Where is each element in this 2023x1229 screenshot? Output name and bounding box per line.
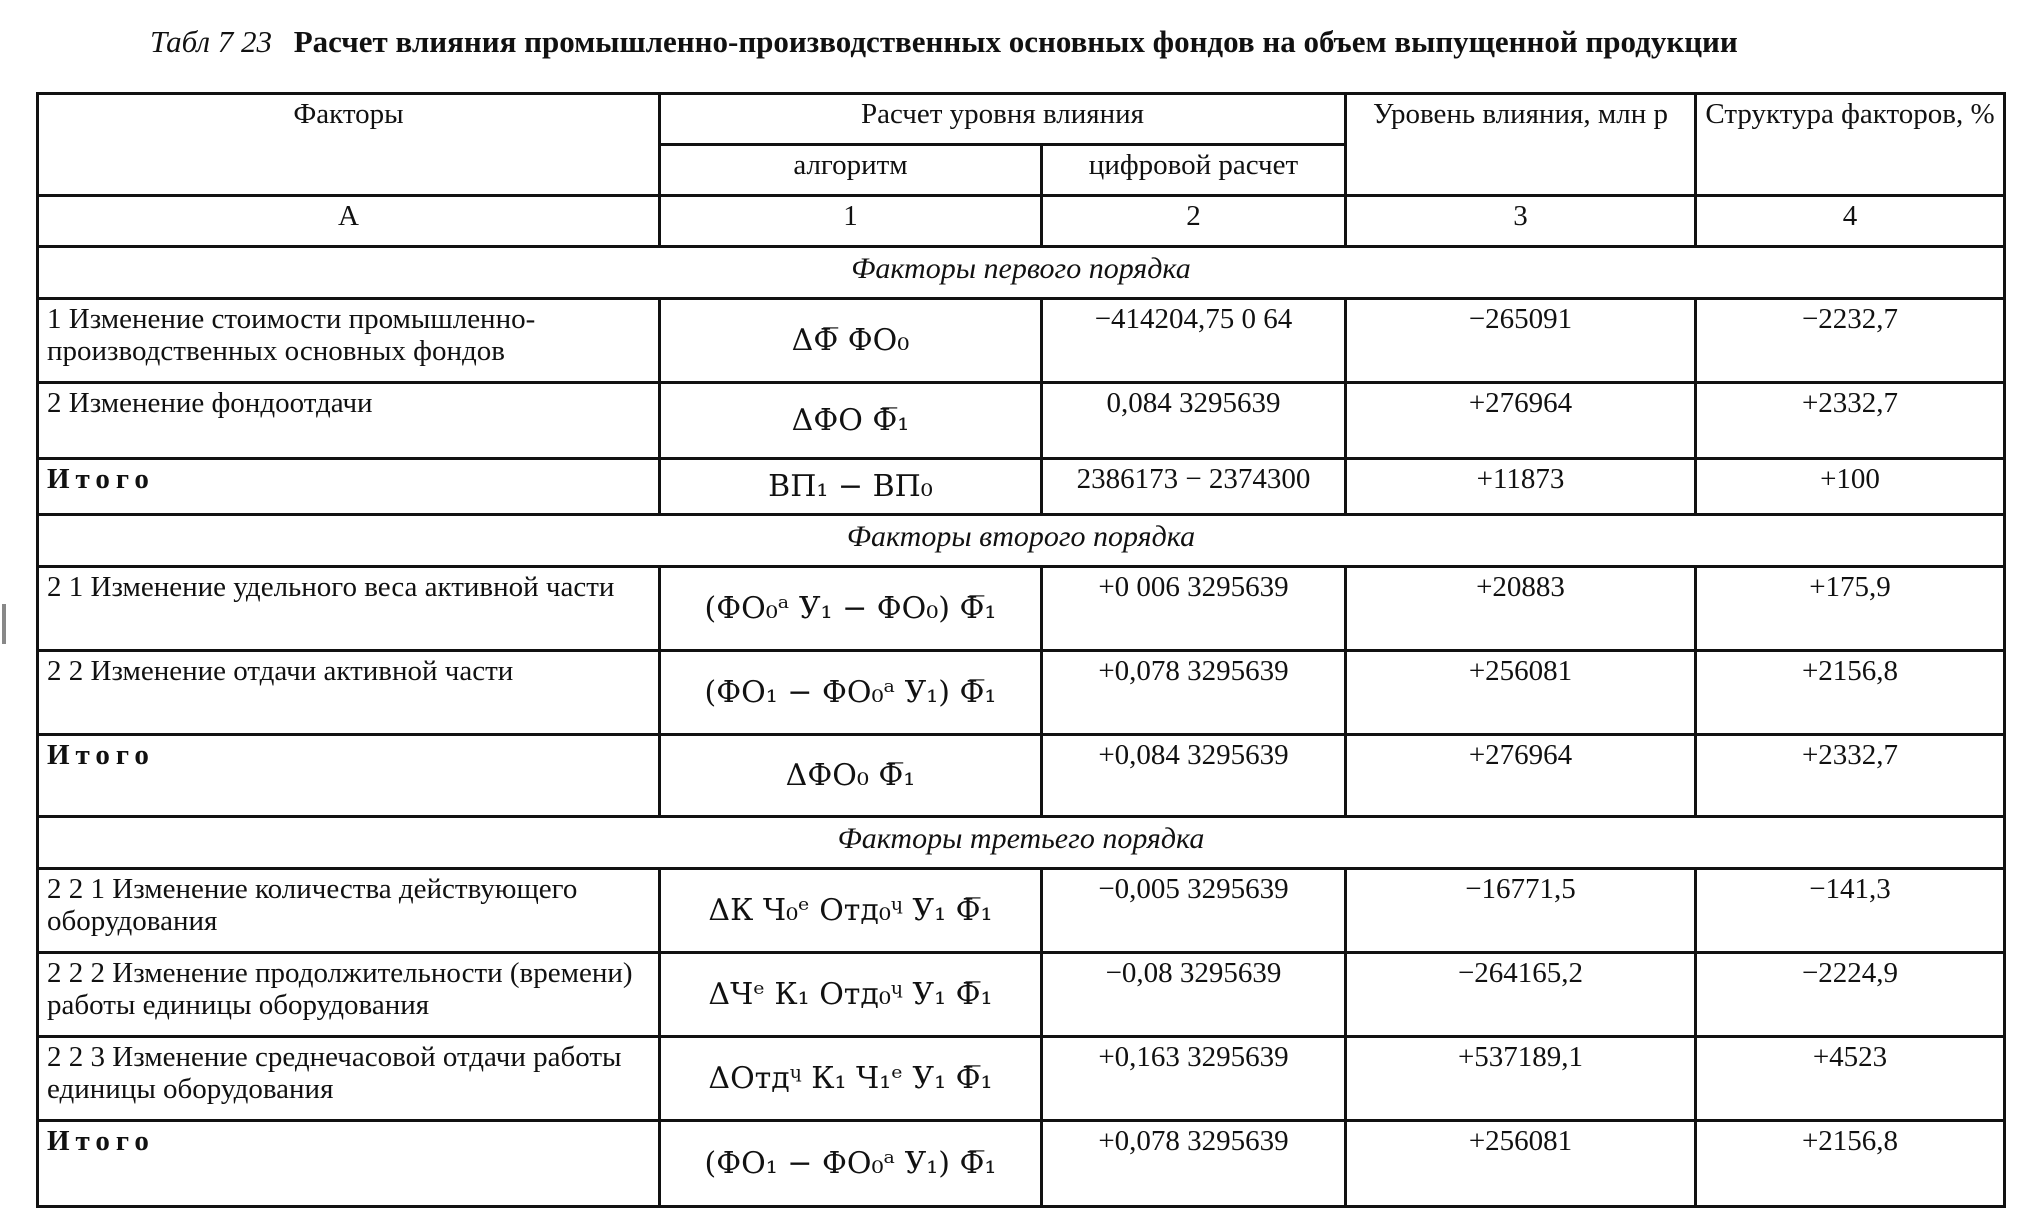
table-row (38, 1121, 2005, 1207)
level-cell: +276964 (1346, 383, 1696, 459)
calc-cell: 2386173 − 2374300 (1042, 459, 1346, 515)
calc-cell: +0,084 3295639 (1042, 735, 1346, 817)
table-row (38, 953, 2005, 1037)
calc-cell: −0,08 3295639 (1042, 953, 1346, 1037)
formula-cell: ΔК Ч₀ᵉ Отд₀ᶣ У₁ Ф̅₁ (660, 869, 1042, 953)
data-table (36, 92, 2006, 1208)
factor-cell: 2 2 Изменение отдачи активной части (38, 651, 660, 735)
table-row (38, 869, 2005, 953)
structure-cell: +2332,7 (1696, 735, 2005, 817)
structure-cell: +175,9 (1696, 567, 2005, 651)
calc-cell: +0,078 3295639 (1042, 1121, 1346, 1207)
table-caption (150, 24, 1950, 60)
calc-cell: +0,078 3295639 (1042, 651, 1346, 735)
formula-cell: (ФО₁ − ФО₀ᵃ У₁) Ф̅₁ (660, 651, 1042, 735)
total-label: Итого (38, 1121, 660, 1207)
calc-cell: +0,163 3295639 (1042, 1037, 1346, 1121)
section-row (38, 817, 2005, 869)
section-third: Факторы третьего порядка (38, 817, 2005, 869)
factor-cell: 2 Изменение фондоотдачи (38, 383, 660, 459)
structure-cell: −141,3 (1696, 869, 2005, 953)
column-index-row (38, 196, 2005, 247)
header-digital: цифровой расчет (1042, 145, 1346, 196)
level-cell: +276964 (1346, 735, 1696, 817)
header-level: Уровень влияния, млн р (1346, 94, 1696, 196)
structure-cell: +2332,7 (1696, 383, 2005, 459)
factor-cell: 2 2 2 Изменение продолжительности (времени) работы единицы оборудования (38, 953, 660, 1037)
level-cell: −16771,5 (1346, 869, 1696, 953)
table-number: Табл 7 23 (150, 24, 272, 59)
header-algorithm: алгоритм (660, 145, 1042, 196)
section-row (38, 247, 2005, 299)
level-cell: −264165,2 (1346, 953, 1696, 1037)
section-first: Факторы первого порядка (38, 247, 2005, 299)
margin-mark (2, 604, 6, 644)
factor-cell: 1 Изменение стоимости промышленно-производственных основных фондов (38, 299, 660, 383)
factor-cell: 2 1 Изменение удельного веса активной части (38, 567, 660, 651)
formula-cell: (ФО₀ᵃ У₁ − ФО₀) Ф̅₁ (660, 567, 1042, 651)
structure-cell: +2156,8 (1696, 1121, 2005, 1207)
level-cell: +256081 (1346, 1121, 1696, 1207)
structure-cell: +100 (1696, 459, 2005, 515)
total-label: Итого (38, 735, 660, 817)
table-row (38, 459, 2005, 515)
formula-cell: ΔФО₀ Ф̅₁ (660, 735, 1042, 817)
level-cell: +11873 (1346, 459, 1696, 515)
level-cell: +256081 (1346, 651, 1696, 735)
col-index-3: 3 (1346, 196, 1696, 247)
formula-cell: ΔОтдᶣ К₁ Ч₁ᵉ У₁ Ф̅₁ (660, 1037, 1042, 1121)
calc-cell: 0,084 3295639 (1042, 383, 1346, 459)
table-row (38, 383, 2005, 459)
table-row (38, 1037, 2005, 1121)
table-row (38, 299, 2005, 383)
table-row (38, 735, 2005, 817)
calc-cell: −414204,75 0 64 (1042, 299, 1346, 383)
section-row (38, 515, 2005, 567)
total-label: Итого (38, 459, 660, 515)
col-index-a: А (38, 196, 660, 247)
table-title: Расчет влияния промышленно-производственных основных фондов на объем выпущенной продукции (293, 24, 1738, 59)
col-index-2: 2 (1042, 196, 1346, 247)
header-row (38, 94, 2005, 145)
section-second: Факторы второго порядка (38, 515, 2005, 567)
col-index-4: 4 (1696, 196, 2005, 247)
structure-cell: −2232,7 (1696, 299, 2005, 383)
factor-cell: 2 2 1 Изменение количества действующего оборудования (38, 869, 660, 953)
formula-cell: ΔФ̅ ФО₀ (660, 299, 1042, 383)
header-factors: Факторы (38, 94, 660, 196)
structure-cell: +2156,8 (1696, 651, 2005, 735)
header-calc: Расчет уровня влияния (660, 94, 1346, 145)
structure-cell: −2224,9 (1696, 953, 2005, 1037)
table-row (38, 651, 2005, 735)
level-cell: +20883 (1346, 567, 1696, 651)
table-row (38, 567, 2005, 651)
factor-cell: 2 2 3 Изменение среднечасовой отдачи работы единицы оборудования (38, 1037, 660, 1121)
level-cell: −265091 (1346, 299, 1696, 383)
formula-cell: ВП₁ − ВП₀ (660, 459, 1042, 515)
formula-cell: (ФО₁ − ФО₀ᵃ У₁) Ф̅₁ (660, 1121, 1042, 1207)
formula-cell: ΔЧᵉ К₁ Отд₀ᶣ У₁ Ф̅₁ (660, 953, 1042, 1037)
calc-cell: −0,005 3295639 (1042, 869, 1346, 953)
col-index-1: 1 (660, 196, 1042, 247)
header-structure: Структура факторов, % (1696, 94, 2005, 196)
formula-cell: ΔФО Ф̅₁ (660, 383, 1042, 459)
structure-cell: +4523 (1696, 1037, 2005, 1121)
calc-cell: +0 006 3295639 (1042, 567, 1346, 651)
level-cell: +537189,1 (1346, 1037, 1696, 1121)
